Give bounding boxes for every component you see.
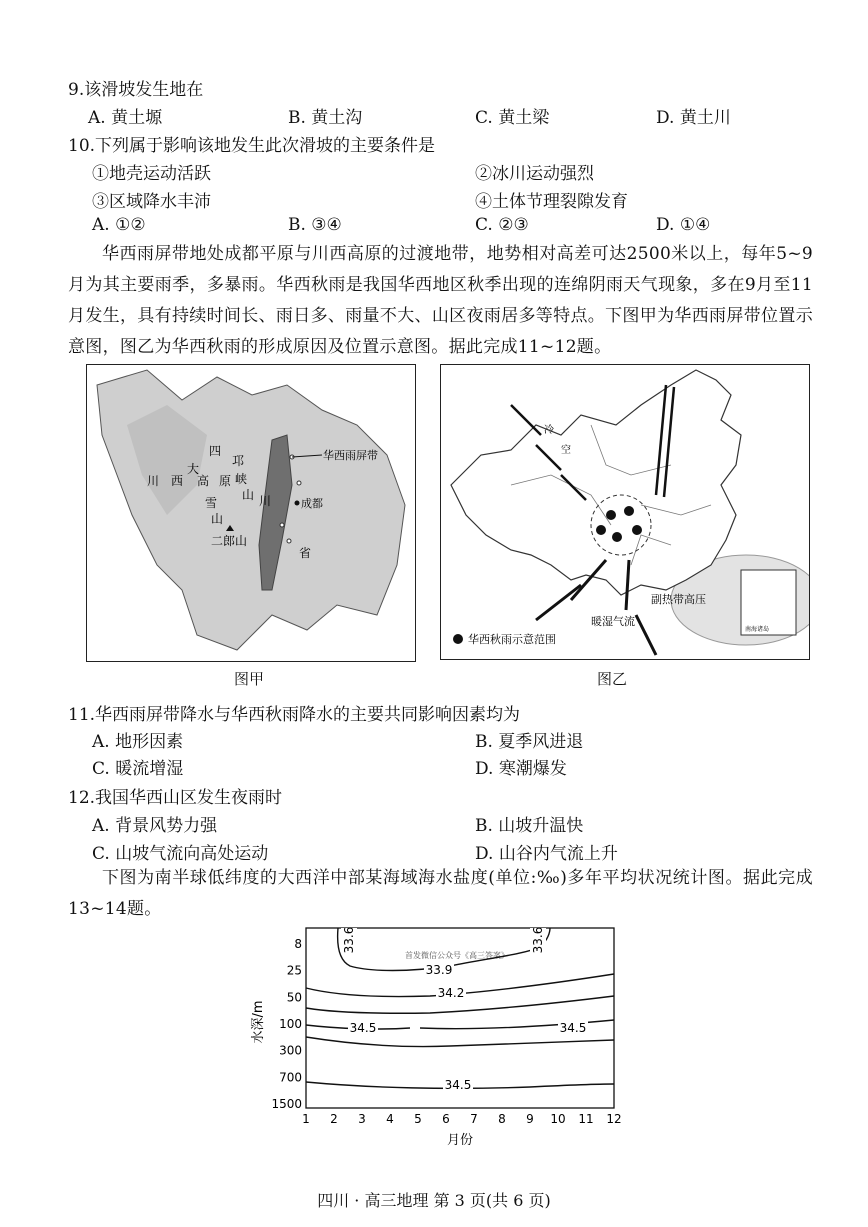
figure-a-map bbox=[86, 364, 416, 662]
label-plateau-da: 大 bbox=[187, 462, 200, 476]
x-tick-label: 12 bbox=[606, 1112, 622, 1126]
q10-item-4: ④土体节理裂隙发育 bbox=[475, 192, 628, 212]
q9-stem: 9.该滑坡发生地在 bbox=[68, 80, 204, 100]
x-axis-label: 月份 bbox=[446, 1133, 474, 1148]
q11-option-d[interactable]: D. 寒潮爆发 bbox=[475, 759, 567, 779]
x-tick-label: 9 bbox=[526, 1112, 534, 1126]
q10-option-b[interactable]: B. ③④ bbox=[288, 215, 342, 235]
label-plateau-yuan: 原 bbox=[219, 474, 232, 488]
y-tick-label: 300 bbox=[279, 1043, 302, 1058]
x-tick-label: 3 bbox=[358, 1112, 366, 1126]
watermark: 首发微信公众号《高三答案》 bbox=[405, 951, 509, 960]
y-tick-label: 8 bbox=[294, 937, 302, 951]
rain-dot bbox=[596, 525, 606, 535]
label-inset: 南海诸岛 bbox=[745, 626, 770, 633]
rain-dot bbox=[612, 532, 622, 542]
y-axis-ticks bbox=[271, 937, 302, 1111]
q12-option-d[interactable]: D. 山谷内气流上升 bbox=[475, 844, 618, 864]
label-subtropical-high: 副热带高压 bbox=[651, 593, 706, 606]
y-tick-label: 700 bbox=[279, 1070, 302, 1085]
x-tick-label: 8 bbox=[498, 1112, 506, 1126]
q11-stem: 11.华西雨屏带降水与华西秋雨降水的主要共同影响因素均为 bbox=[68, 705, 521, 725]
passage-huaxi: 华西雨屏带地处成都平原与川西高原的过渡地带，地势相对高差可达2500米以上，每年5~9月为其主要雨季，多暴雨。华西秋雨是我国华西地区秋季出现的连绵阴雨天气现象，多在9月至11月发生，具有持续时间长、雨日多、雨量不大、山区夜雨居多等特点。下图甲为华西雨屏带位置示意图，图乙为华西秋雨的形成原因及位置示意图。据此完成11~12题。 bbox=[68, 244, 813, 357]
y-tick-label: 50 bbox=[286, 990, 302, 1005]
warm-arrow bbox=[536, 585, 581, 620]
isoline-label-34-5-lower: 34.5 bbox=[444, 1078, 472, 1092]
rain-dot bbox=[606, 510, 616, 520]
q10-stem: 10.下列属于影响该地发生此次滑坡的主要条件是 bbox=[68, 136, 436, 156]
label-mtn-shan: 山 bbox=[242, 488, 255, 502]
q11-option-b[interactable]: B. 夏季风进退 bbox=[475, 732, 584, 752]
x-axis-ticks bbox=[302, 1112, 621, 1126]
isoline-label-34-2: 34.2 bbox=[437, 986, 465, 1000]
x-tick-label: 6 bbox=[442, 1112, 450, 1126]
label-erlangshan: 二郎山 bbox=[211, 534, 248, 548]
legend-icon bbox=[453, 634, 463, 644]
label-mtn-qiong: 邛 bbox=[232, 454, 245, 468]
x-tick-label: 11 bbox=[578, 1112, 594, 1126]
q10-option-c[interactable]: C. ②③ bbox=[475, 215, 529, 235]
passage-salinity: 下图为南半球低纬度的大西洋中部某海域海水盐度(单位:‰)多年平均状况统计图。据此完成13~14题。 bbox=[68, 868, 813, 919]
x-tick-label: 10 bbox=[550, 1112, 566, 1126]
q10-item-1: ①地壳运动活跃 bbox=[92, 164, 211, 184]
label-xue: 雪 bbox=[205, 496, 218, 510]
label-mtn-xia: 峡 bbox=[235, 472, 248, 486]
label-rain-screen-band: 华西雨屏带 bbox=[323, 449, 378, 462]
x-tick-label: 5 bbox=[414, 1112, 422, 1126]
q10-item-2: ②冰川运动强烈 bbox=[475, 164, 594, 184]
china-outline bbox=[451, 370, 741, 595]
label-shan: 山 bbox=[211, 512, 224, 526]
figure-b-svg bbox=[441, 365, 809, 659]
x-tick-label: 1 bbox=[302, 1112, 310, 1126]
city-marker bbox=[280, 523, 284, 527]
q11-option-c[interactable]: C. 暖流增湿 bbox=[92, 759, 184, 779]
q12-option-c[interactable]: C. 山坡气流向高处运动 bbox=[92, 844, 269, 864]
x-tick-label: 7 bbox=[470, 1112, 478, 1126]
chengdu-marker bbox=[295, 501, 300, 506]
salinity-chart bbox=[250, 922, 640, 1150]
caption-figure-b: 图乙 bbox=[597, 670, 628, 688]
q9-option-b[interactable]: B. 黄土沟 bbox=[288, 108, 363, 128]
q12-stem: 12.我国华西山区发生夜雨时 bbox=[68, 788, 283, 808]
isoline-label-33-6-right: 33.6 bbox=[531, 926, 545, 954]
isoline-label-33-9: 33.9 bbox=[425, 963, 453, 977]
figure-a-svg bbox=[87, 365, 415, 661]
q10-option-a[interactable]: A. ①② bbox=[92, 215, 146, 235]
q10-option-d[interactable]: D. ①④ bbox=[656, 215, 711, 235]
label-plateau-gao: 高 bbox=[197, 474, 210, 488]
label-plateau-chuan: 川 bbox=[147, 474, 160, 488]
label-mtn-si: 四 bbox=[209, 444, 222, 458]
x-tick-label: 2 bbox=[330, 1112, 338, 1126]
city-marker bbox=[287, 539, 291, 543]
y-axis-label: 水深/m bbox=[251, 1000, 266, 1044]
legend-autumn-rain: 华西秋雨示意范围 bbox=[468, 633, 556, 646]
label-cold-1: 冷 bbox=[544, 425, 554, 436]
cold-arrow bbox=[511, 405, 541, 435]
rain-dot bbox=[632, 525, 642, 535]
figure-b-map bbox=[440, 364, 810, 660]
label-chuan: 川 bbox=[259, 494, 272, 508]
warm-arrow bbox=[636, 615, 656, 655]
q11-option-a[interactable]: A. 地形因素 bbox=[92, 732, 184, 752]
isoline-label-34-5-right: 34.5 bbox=[559, 1021, 587, 1035]
q9-option-a[interactable]: A. 黄土塬 bbox=[88, 108, 163, 128]
label-chengdu: 成都 bbox=[301, 497, 323, 510]
isoline-label-33-6-left: 33.6 bbox=[342, 926, 356, 954]
q9-option-d[interactable]: D. 黄土川 bbox=[656, 108, 731, 128]
city-marker bbox=[297, 481, 301, 485]
sichuan-province-outline bbox=[97, 370, 405, 650]
rain-dot bbox=[624, 506, 634, 516]
q12-option-b[interactable]: B. 山坡升温快 bbox=[475, 816, 584, 836]
isoline-34-5-mid bbox=[306, 1037, 614, 1047]
q9-option-c[interactable]: C. 黄土梁 bbox=[475, 108, 550, 128]
caption-figure-a: 图甲 bbox=[234, 670, 265, 688]
label-warm-humid: 暖湿气流 bbox=[591, 615, 635, 628]
q12-option-a[interactable]: A. 背景风势力强 bbox=[92, 816, 218, 836]
page-footer: 四川 · 高三地理 第 3 页(共 6 页) bbox=[317, 1191, 551, 1210]
y-tick-label: 1500 bbox=[271, 1097, 302, 1111]
label-plateau-xi: 西 bbox=[171, 474, 184, 488]
x-tick-label: 4 bbox=[386, 1112, 394, 1126]
q10-item-3: ③区域降水丰沛 bbox=[92, 192, 211, 212]
y-tick-label: 100 bbox=[279, 1017, 302, 1031]
label-sheng: 省 bbox=[299, 546, 312, 560]
label-cold-2: 空 bbox=[561, 445, 571, 456]
y-tick-label: 25 bbox=[286, 963, 302, 978]
isoline-label-34-5-left: 34.5 bbox=[349, 1021, 377, 1035]
